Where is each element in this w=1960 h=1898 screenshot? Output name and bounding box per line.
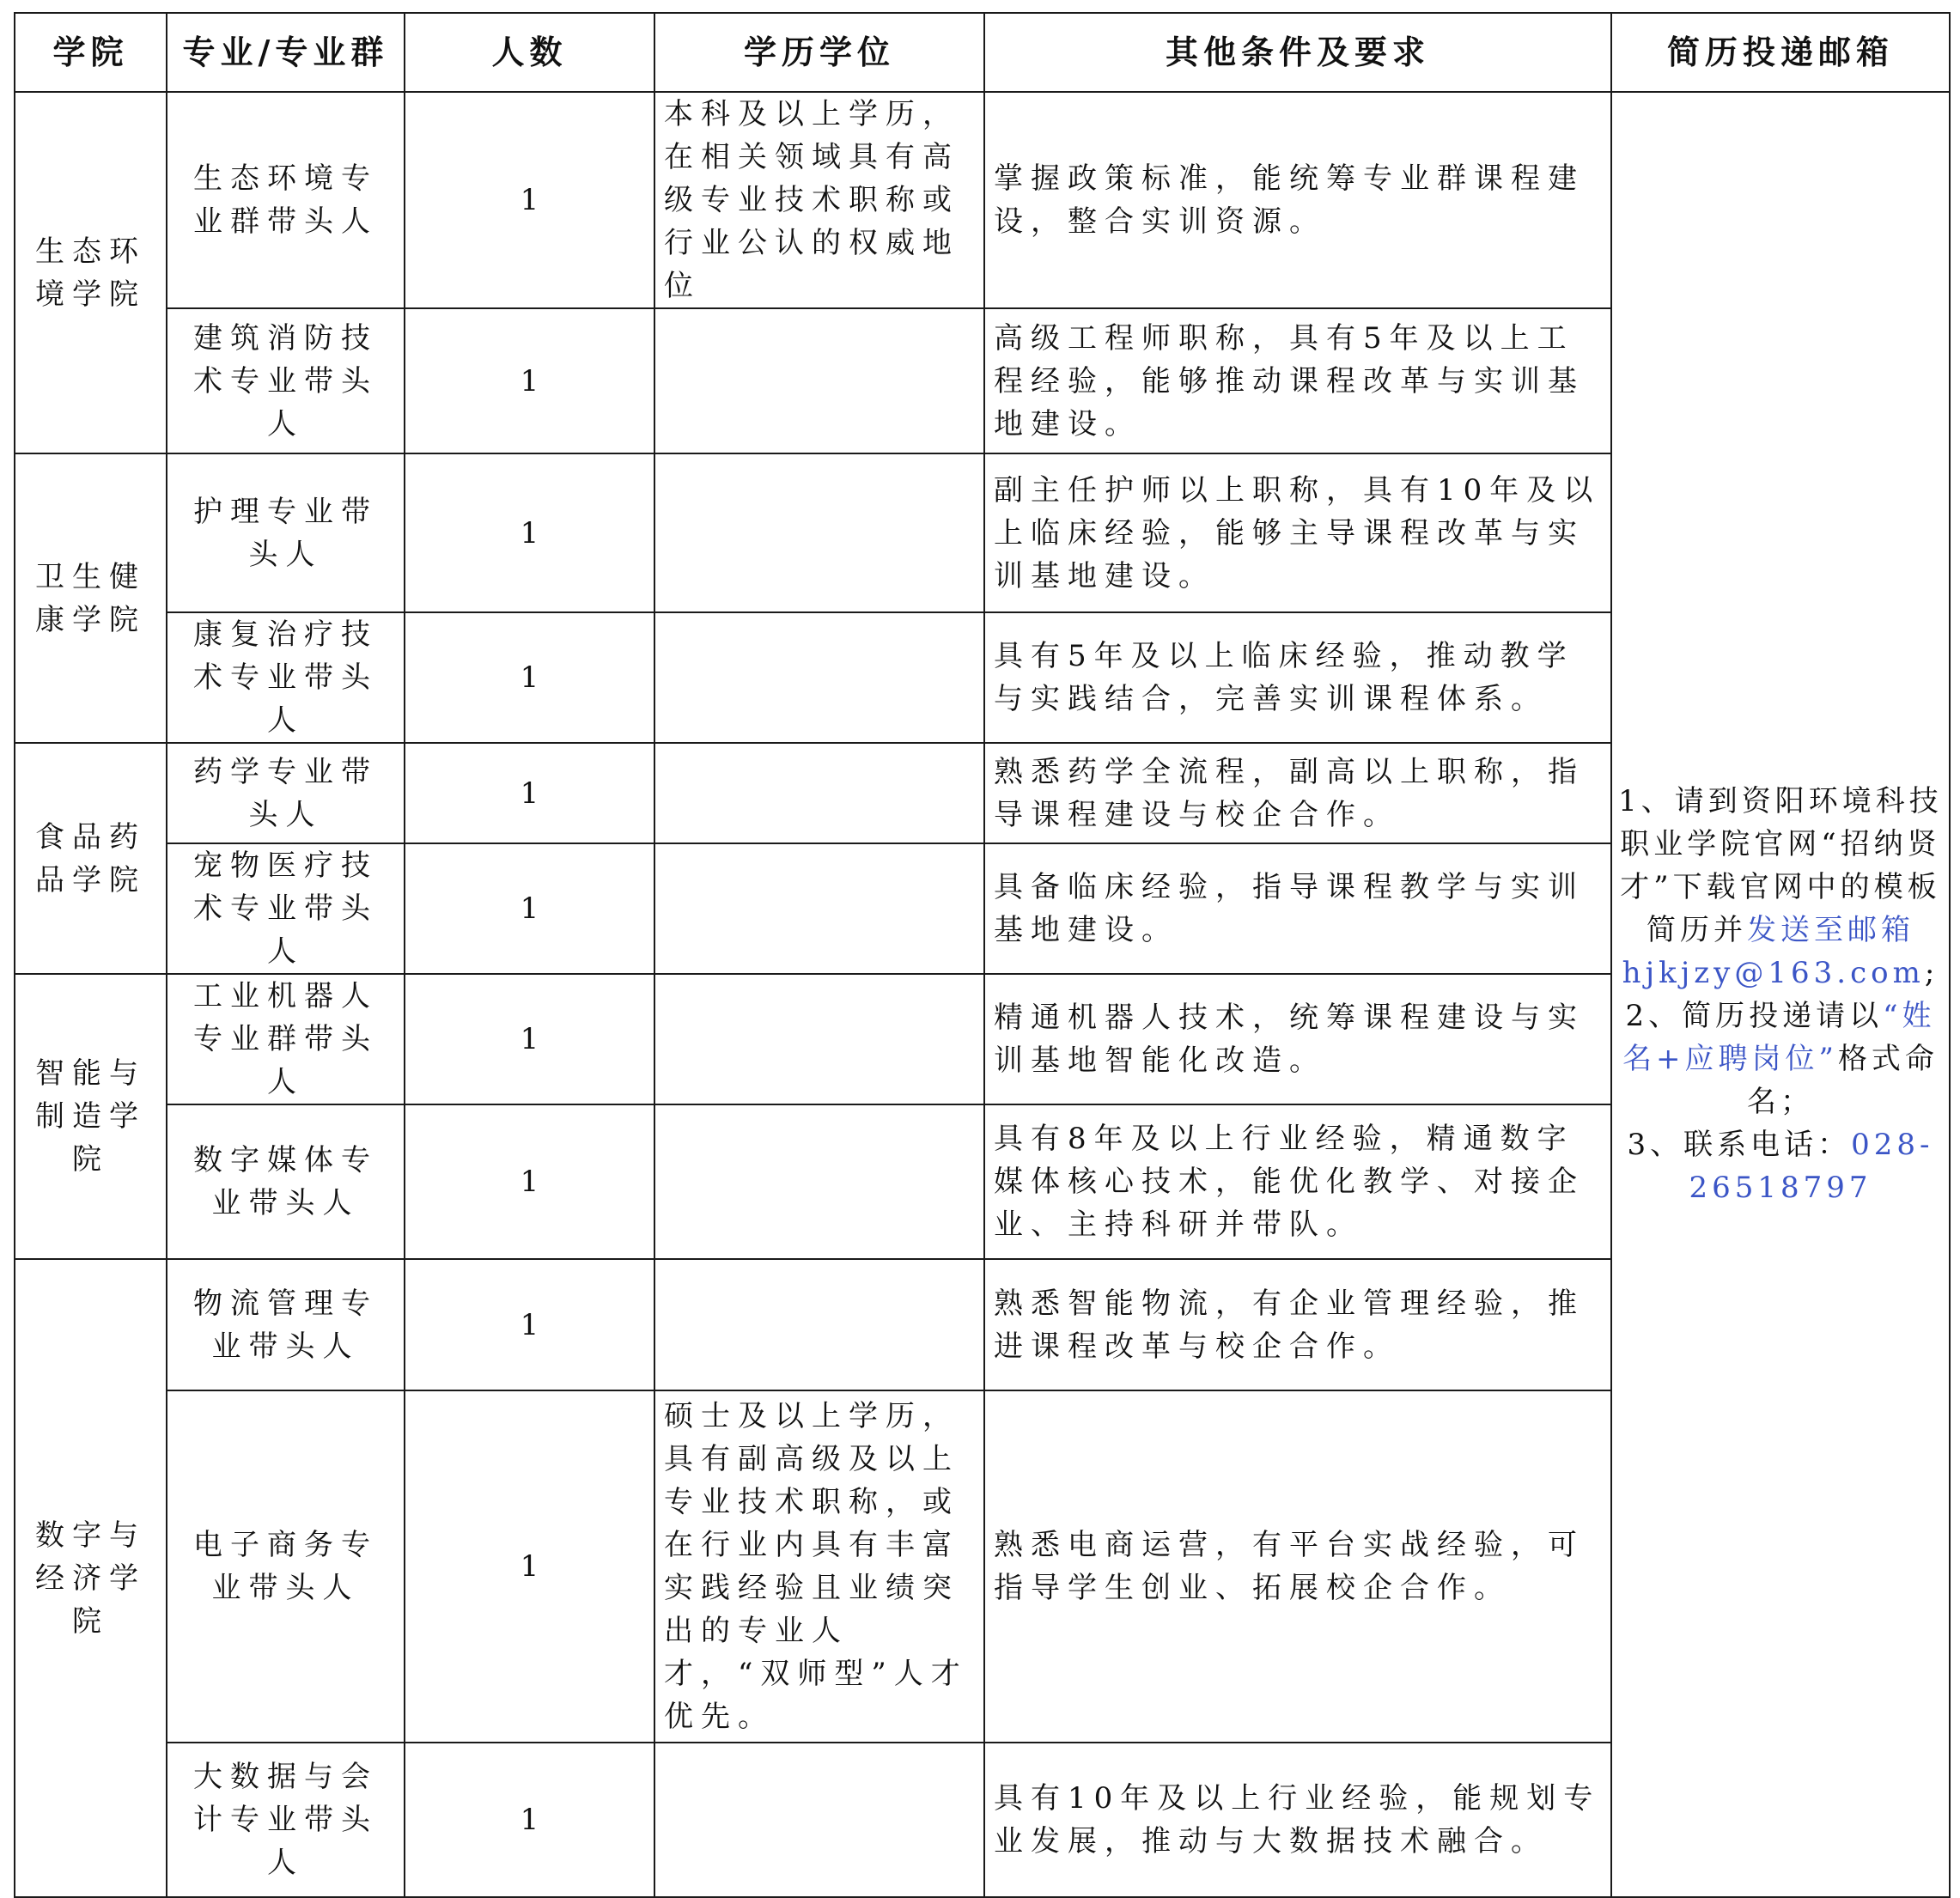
education-cell xyxy=(654,308,984,453)
resume-email-cell xyxy=(1611,92,1950,1897)
education-cell xyxy=(654,743,984,843)
mail-line2-end: 格式命名； xyxy=(1747,1042,1939,1119)
mail-instruction-3 xyxy=(1617,1123,1944,1209)
requirements-cell: 熟悉药学全流程，副高以上职称，指导课程建设与校企合作。 xyxy=(984,743,1611,843)
requirements-cell: 副主任护师以上职称，具有10年及以上临床经验，能够主导课程改革与实训基地建设。 xyxy=(984,453,1611,612)
mail-line3-text: 3、联系电话： xyxy=(1627,1128,1852,1162)
education-cell xyxy=(654,974,984,1104)
major-cell: 建筑消防技术专业带头人 xyxy=(167,308,405,453)
mail-line2-text: 2、简历投递请以 xyxy=(1625,999,1884,1033)
education-cell: 本科及以上学历，在相关领域具有高级专业技术职称或行业公认的权威地位 xyxy=(654,92,984,308)
major-cell: 大数据与会计专业带头人 xyxy=(167,1743,405,1897)
header-major: 专业/专业群 xyxy=(167,13,405,92)
requirements-cell: 精通机器人技术，统筹课程建设与实训基地智能化改造。 xyxy=(984,974,1611,1104)
education-cell xyxy=(654,1743,984,1897)
count-cell: 1 xyxy=(405,453,654,612)
college-cell: 食品药品学院 xyxy=(15,743,167,974)
table-row xyxy=(15,92,1950,308)
major-cell: 宠物医疗技术专业带头人 xyxy=(167,843,405,974)
college-cell: 智能与制造学院 xyxy=(15,974,167,1259)
college-cell: 生态环境学院 xyxy=(15,92,167,453)
header-college: 学院 xyxy=(15,13,167,92)
mail-line1-end: ; xyxy=(1924,956,1939,990)
college-cell: 卫生健康学院 xyxy=(15,453,167,743)
mail-instruction-1 xyxy=(1617,780,1944,995)
header-row xyxy=(15,13,1950,92)
education-cell xyxy=(654,1104,984,1259)
count-cell: 1 xyxy=(405,1743,654,1897)
count-cell: 1 xyxy=(405,308,654,453)
college-cell: 数字与经济学院 xyxy=(15,1259,167,1897)
count-cell: 1 xyxy=(405,1390,654,1743)
education-cell xyxy=(654,453,984,612)
count-cell: 1 xyxy=(405,743,654,843)
major-cell: 护理专业带头人 xyxy=(167,453,405,612)
mail-line2-highlight: “姓名+应聘岗位” xyxy=(1622,999,1936,1076)
recruitment-table xyxy=(14,12,1951,1898)
major-cell: 工业机器人专业群带头人 xyxy=(167,974,405,1104)
count-cell: 1 xyxy=(405,92,654,308)
header-count: 人数 xyxy=(405,13,654,92)
header-requirements: 其他条件及要求 xyxy=(984,13,1611,92)
major-cell: 数字媒体专业带头人 xyxy=(167,1104,405,1259)
education-cell xyxy=(654,1259,984,1390)
mail-instruction-2 xyxy=(1617,995,1944,1123)
count-cell: 1 xyxy=(405,612,654,743)
count-cell: 1 xyxy=(405,843,654,974)
requirements-cell: 熟悉智能物流，有企业管理经验，推进课程改革与校企合作。 xyxy=(984,1259,1611,1390)
requirements-cell: 具有10年及以上行业经验，能规划专业发展，推动与大数据技术融合。 xyxy=(984,1743,1611,1897)
requirements-cell: 熟悉电商运营，有平台实战经验，可指导学生创业、拓展校企合作。 xyxy=(984,1390,1611,1743)
header-resume-email: 简历投递邮箱 xyxy=(1611,13,1950,92)
education-cell xyxy=(654,843,984,974)
mail-line1-text: 1、请到资阳环境科技职业学院官网“招纳贤才”下载官网中的模板简历并 xyxy=(1618,784,1943,947)
requirements-cell: 掌握政策标准，能统筹专业群课程建设，整合实训资源。 xyxy=(984,92,1611,308)
count-cell: 1 xyxy=(405,1104,654,1259)
major-cell: 药学专业带头人 xyxy=(167,743,405,843)
requirements-cell: 具有5年及以上临床经验，推动教学与实践结合，完善实训课程体系。 xyxy=(984,612,1611,743)
count-cell: 1 xyxy=(405,1259,654,1390)
count-cell: 1 xyxy=(405,974,654,1104)
major-cell: 生态环境专业群带头人 xyxy=(167,92,405,308)
mail-line1-highlight: 发送至邮箱 xyxy=(1747,913,1914,947)
major-cell: 电子商务专业带头人 xyxy=(167,1390,405,1743)
requirements-cell: 高级工程师职称，具有5年及以上工程经验，能够推动课程改革与实训基地建设。 xyxy=(984,308,1611,453)
major-cell: 物流管理专业带头人 xyxy=(167,1259,405,1390)
education-cell: 硕士及以上学历，具有副高级及以上专业技术职称，或在行业内具有丰富实践经验且业绩突出的专业人才，“双师型”人才优先。 xyxy=(654,1390,984,1743)
phone-number: 028-26518797 xyxy=(1689,1128,1934,1205)
header-education: 学历学位 xyxy=(654,13,984,92)
requirements-cell: 具有8年及以上行业经验，精通数字媒体核心技术，能优化教学、对接企业、主持科研并带队。 xyxy=(984,1104,1611,1259)
email-address-link[interactable]: hjkjzy@163.com xyxy=(1622,956,1925,990)
education-cell xyxy=(654,612,984,743)
requirements-cell: 具备临床经验，指导课程教学与实训基地建设。 xyxy=(984,843,1611,974)
major-cell: 康复治疗技术专业带头人 xyxy=(167,612,405,743)
job-table-sheet xyxy=(14,12,1951,1898)
